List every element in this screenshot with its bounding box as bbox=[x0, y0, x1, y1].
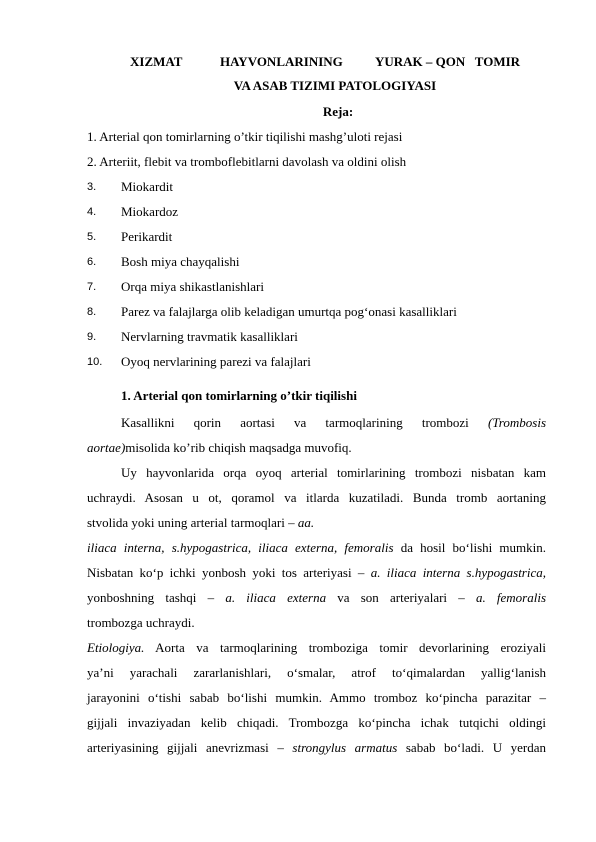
plan-number-3: 3. bbox=[87, 181, 97, 193]
document-title-line2: VA ASAB TIZIMI PATOLOGIYASI bbox=[233, 78, 437, 93]
latin-term: aa. bbox=[297, 515, 315, 530]
plan-item-7: Orqa miya shikastlanishlari bbox=[121, 279, 264, 294]
plan-item-9: Nervlarning travmatik kasalliklari bbox=[121, 329, 298, 344]
plan-item-2: 2. Arteriit, flebit va tromboflebitlarni davolash va oldini olish bbox=[87, 154, 407, 169]
plan-item-6: Bosh miya chayqalishi bbox=[121, 254, 240, 269]
plan-number-5: 5. bbox=[87, 231, 97, 243]
text-run: Nisbatan ko‘p ichki yonbosh yoki tos arteriyasi – bbox=[87, 565, 365, 580]
latin-term: aortae) bbox=[87, 440, 126, 455]
plan-item-8: Parez va falajlarga olib keladigan umurtqa pog‘onasi kasalliklari bbox=[121, 304, 457, 319]
paragraph-line: jarayonini o‘tishi sabab bo‘lishi mumkin. Ammo tromboz ko‘pincha parazitar – bbox=[87, 690, 546, 705]
paragraph-line bbox=[87, 560, 546, 585]
plan-item-10: Oyoq nervlarining parezi va falajlari bbox=[121, 354, 311, 369]
latin-term: a. iliaca interna s.hypogastrica, bbox=[370, 565, 546, 580]
etiology-label: Etiologiya. bbox=[87, 640, 145, 655]
paragraph-line bbox=[87, 410, 546, 435]
paragraph-occurrence bbox=[87, 460, 546, 635]
text-run: va son arteriyalari – bbox=[337, 590, 465, 605]
paragraph-line: Uy hayvonlarida orqa oyoq arterial tomirlarining trombozi nisbatan kam bbox=[121, 465, 546, 480]
text-run: Aorta va tarmoqlarining tromboziga tomir devorlarining eroziyali bbox=[155, 640, 546, 655]
plan-item-4: Miokardoz bbox=[121, 204, 179, 219]
paragraph-line: trombozga uchraydi. bbox=[87, 615, 195, 630]
text-run: Kasallikni qorin aortasi va tarmoqlarining trombozi bbox=[121, 415, 469, 430]
title-word-2: HAYVONLARINING bbox=[220, 54, 343, 69]
latin-term: (Trombosis bbox=[487, 415, 547, 430]
paragraph-line: gijjali invaziyadan kelib chiqadi. Trombozga ko‘pincha ichak tutqichi oldingi bbox=[87, 715, 546, 730]
plan-number-6: 6. bbox=[87, 256, 97, 268]
text-run: yonboshning tashqi – bbox=[87, 590, 215, 605]
plan-number-8: 8. bbox=[87, 306, 97, 318]
paragraph-line bbox=[87, 535, 546, 560]
paragraph-line bbox=[87, 585, 546, 610]
text-run: sabab bo‘ladi. U yerdan bbox=[405, 740, 547, 755]
latin-term: strongylus armatus bbox=[292, 740, 398, 755]
text-run: stvolida yoki uning arterial tarmoqlari – bbox=[87, 515, 295, 530]
paragraph-line bbox=[87, 510, 546, 535]
plan-heading: Reja: bbox=[322, 104, 354, 119]
paragraph-line bbox=[87, 435, 546, 460]
text-run: misolida ko’rib chiqish maqsadga muvofiq. bbox=[125, 440, 352, 455]
plan-number-9: 9. bbox=[87, 331, 97, 343]
text-run: arteriyasining gijjali anevrizmasi – bbox=[87, 740, 284, 755]
document-title-line1 bbox=[130, 54, 550, 70]
paragraph-line: ya’ni yarachali zararlanishlari, o‘smalar, atrof to‘qimalardan yallig‘lanish bbox=[87, 665, 546, 680]
paragraph-intro bbox=[87, 410, 546, 460]
plan-item-1: 1. Arterial qon tomirlarning o’tkir tiqilishi mashg’uloti rejasi bbox=[87, 129, 403, 144]
title-word-1: XIZMAT bbox=[130, 54, 183, 69]
title-word-3: YURAK – QON TOMIR bbox=[375, 54, 521, 69]
plan-number-4: 4. bbox=[87, 206, 97, 218]
plan-number-7: 7. bbox=[87, 281, 97, 293]
section-title: 1. Arterial qon tomirlarning o’tkir tiqilishi bbox=[121, 388, 357, 403]
plan-item-5: Perikardit bbox=[121, 229, 173, 244]
text-run: da hosil bo‘lishi mumkin. bbox=[400, 540, 546, 555]
paragraph-line: uchraydi. Asosan u ot, qoramol va itlarda kuzatiladi. Bunda tromb aortaning bbox=[87, 490, 546, 505]
latin-term: iliaca interna, s.hypogastrica, iliaca externa, femoralis bbox=[87, 540, 394, 555]
latin-term: a. iliaca externa bbox=[225, 590, 327, 605]
paragraph-line bbox=[87, 635, 546, 660]
paragraph-etiology bbox=[87, 635, 546, 760]
latin-term: a. femoralis bbox=[475, 590, 546, 605]
plan-item-3: Miokardit bbox=[121, 179, 173, 194]
paragraph-line bbox=[87, 735, 546, 760]
plan-number-10: 10. bbox=[87, 356, 103, 368]
